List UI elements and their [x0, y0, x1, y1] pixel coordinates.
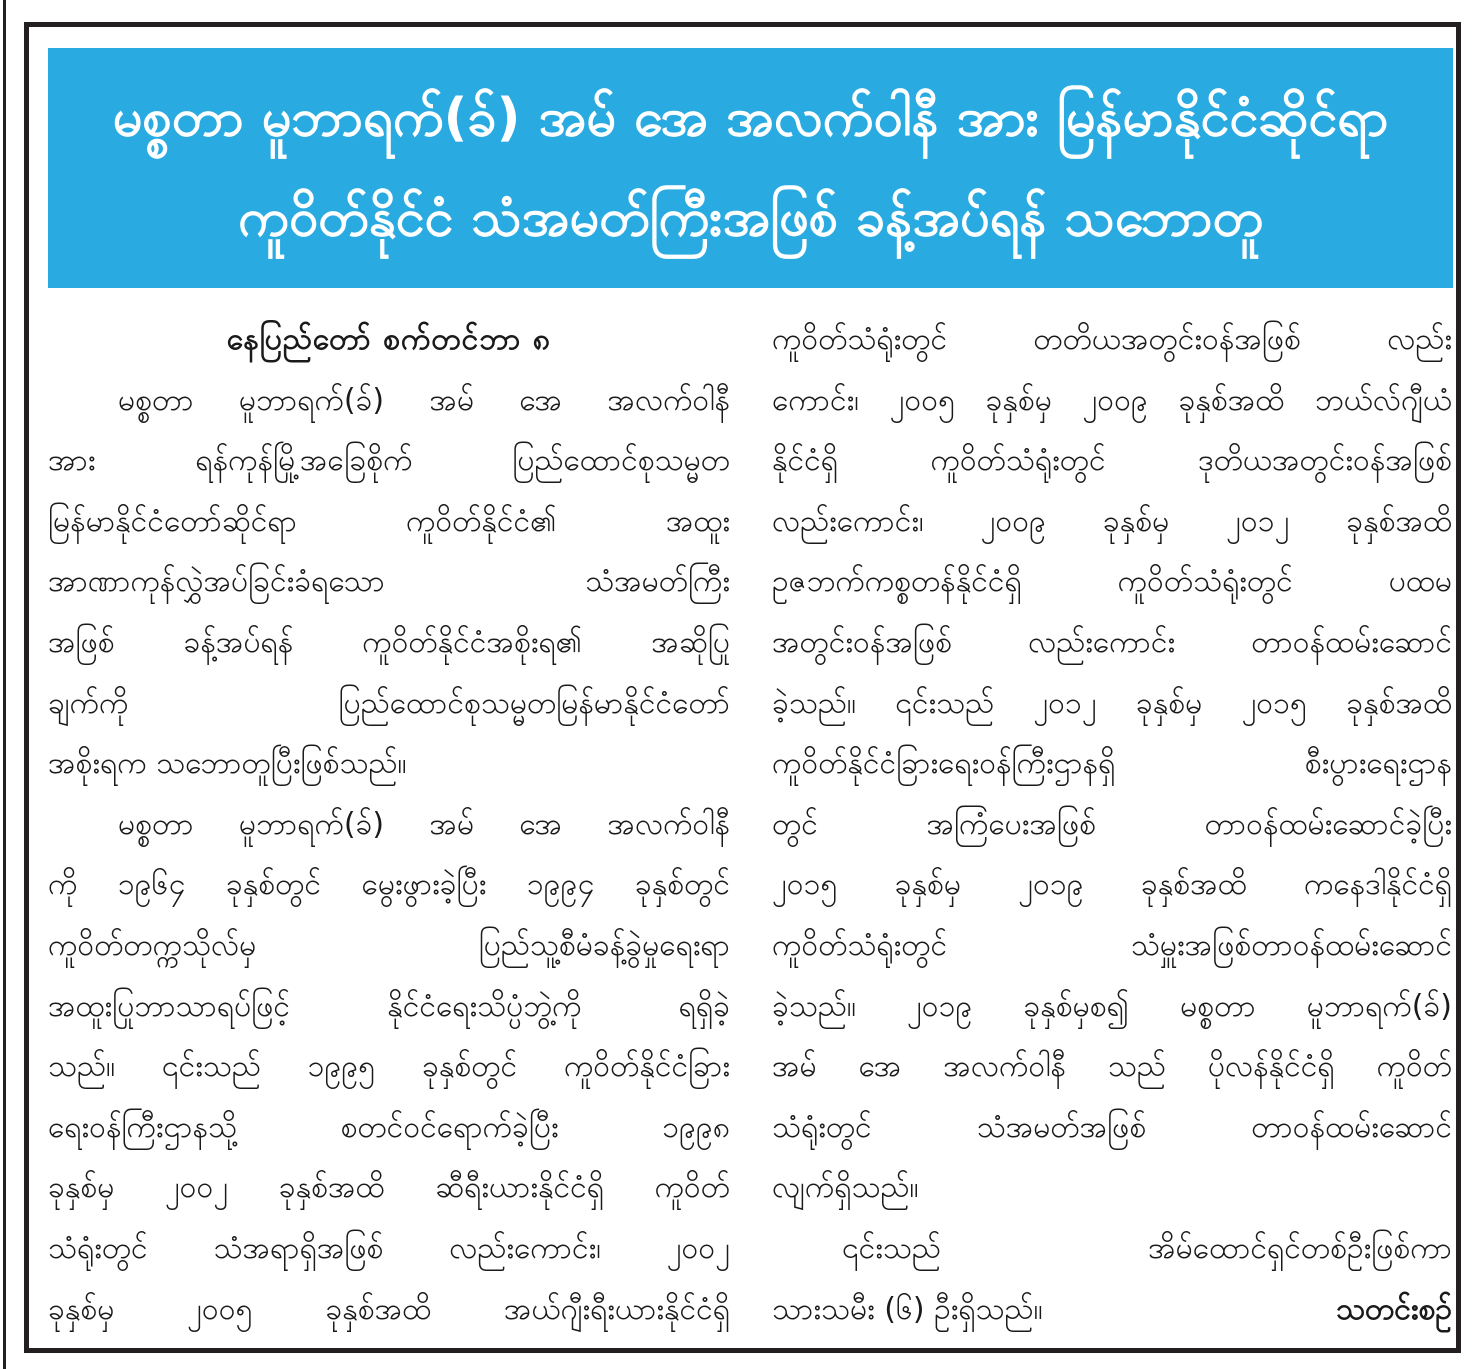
body-line: ၂၀၁၅ ခုနှစ်မှ ၂၀၁၉ ခုနှစ်အထိ ကနေဒါနိုင်ငံရှိ [772, 867, 1452, 903]
body-line: မစ္စတာ မူဘာရက်(ခ်) အမ် အေ အလက်ဝါနီ [118, 382, 730, 418]
body-line: ကူဝိတ်သံရုံးတွင် သံမှူးအဖြစ်တာဝန်ထမ်းဆောင် [772, 927, 1452, 963]
body-line: သားသမီး (၆) ဦးရှိသည်။ [772, 1291, 1043, 1327]
body-line: အတွင်းဝန်အဖြစ် လည်းကောင်း တာဝန်ထမ်းဆောင် [772, 624, 1452, 660]
right-column [772, 310, 1452, 1340]
body-line: ဥဇဘက်ကစ္စတန်နိုင်ငံရှိ ကူဝိတ်သံရုံးတွင် ပထမ [772, 564, 1452, 600]
body-line: တွင် အကြံပေးအဖြစ် တာဝန်ထမ်းဆောင်ခဲ့ပြီး [772, 806, 1452, 842]
body-line: ကောင်း၊ ၂၀၀၅ ခုနှစ်မှ ၂၀၀၉ ခုနှစ်အထိ ဘယ်လ်ဂျီယံ [772, 382, 1452, 418]
headline-banner [48, 48, 1453, 288]
body-line: မစ္စတာ မူဘာရက်(ခ်) အမ် အေ အလက်ဝါနီ [118, 806, 730, 842]
body-line: ကူဝိတ်တက္ကသိုလ်မှ ပြည်သူ့စီမံခန့်ခွဲမှုရေးရာ [48, 927, 730, 963]
body-line: ကူဝိတ်သံရုံးတွင် တတိယအတွင်းဝန်အဖြစ် လည်း [772, 322, 1452, 357]
body-line: ၎င်းသည် အိမ်ထောင်ရှင်တစ်ဦးဖြစ်ကာ [842, 1230, 1452, 1266]
body-line: ခုနှစ်မှ ၂၀၀၂ ခုနှစ်အထိ ဆီရီးယားနိုင်ငံရှိ ကူဝိတ် [48, 1170, 730, 1206]
body-line: ခုနှစ်မှ ၂၀၀၅ ခုနှစ်အထိ အယ်ဂျီးရီးယားနိုင်ငံရှိ [48, 1291, 730, 1327]
body-line: အဖြစ် ခန့်အပ်ရန် ကူဝိတ်နိုင်ငံအစိုးရ၏ အဆိုပြု [48, 624, 730, 660]
body-line: ကူဝိတ်နိုင်ငံခြားရေးဝန်ကြီးဌာနရှိ စီးပွားရေးဌာန [772, 746, 1452, 782]
body-line: ချက်ကို ပြည်ထောင်စုသမ္မတမြန်မာနိုင်ငံတော် [48, 685, 730, 721]
headline-line-1: မစ္စတာ မူဘာရက်(ခ်) အမ် အေ အလက်ဝါနီ အား မြန်မာနိုင်ငံဆိုင်ရာ [112, 88, 1389, 148]
body-line: သံရုံးတွင် သံအရာရှိအဖြစ် လည်းကောင်း၊ ၂၀၀၂ [48, 1230, 730, 1266]
body-line: အစိုးရက သဘောတူပြီးဖြစ်သည်။ [48, 746, 407, 782]
body-line: အား ရန်ကုန်မြို့အခြေစိုက် ပြည်ထောင်စုသမ္မတ [48, 443, 730, 479]
headline-line-2: ကူဝိတ်နိုင်ငံ သံအမတ်ကြီးအဖြစ် ခန့်အပ်ရန် သဘောတူ [237, 188, 1264, 248]
body-line: လျက်ရှိသည်။ [772, 1170, 919, 1206]
body-line: ခဲ့သည်။ ၂၀၁၉ ခုနှစ်မှစ၍ မစ္စတာ မူဘာရက်(ခ်) [772, 988, 1452, 1024]
closing-line [772, 1280, 1452, 1341]
body-line: လည်းကောင်း၊ ၂၀၀၉ ခုနှစ်မှ ၂၀၁၂ ခုနှစ်အထိ [772, 503, 1452, 539]
body-line: အထူးပြုဘာသာရပ်ဖြင့် နိုင်ငံရေးသိပ္ပံဘွဲ့ကို ရရှိခဲ့ [48, 988, 730, 1024]
body-line: သံရုံးတွင် သံအမတ်အဖြစ် တာဝန်ထမ်းဆောင် [772, 1109, 1452, 1145]
left-column [48, 310, 730, 1340]
body-line: သည်။ ၎င်းသည် ၁၉၉၅ ခုနှစ်တွင် ကူဝိတ်နိုင်ငံခြား [48, 1049, 730, 1085]
page-edge-rule [3, 0, 6, 1369]
body-line: အာဏာကုန်လွှဲအပ်ခြင်းခံရသော သံအမတ်ကြီး [48, 564, 730, 600]
body-line: အမ် အေ အလက်ဝါနီ သည် ပိုလန်နိုင်ငံရှိ ကူဝိတ် [772, 1049, 1452, 1085]
body-line: မြန်မာနိုင်ငံတော်ဆိုင်ရာ ကူဝိတ်နိုင်ငံ၏ အထူး [48, 503, 730, 539]
reporter-byline: သတင်းစဉ် [1336, 1291, 1452, 1327]
body-line: ရေးဝန်ကြီးဌာနသို့ စတင်ဝင်ရောက်ခဲ့ပြီး ၁၉၉၈ [48, 1109, 730, 1145]
body-line: ကို ၁၉၆၄ ခုနှစ်တွင် မွေးဖွားခဲ့ပြီး ၁၉၉၄ ခုနှစ်တွင် [48, 867, 730, 903]
body-line: နိုင်ငံရှိ ကူဝိတ်သံရုံးတွင် ဒုတိယအတွင်းဝန်အဖြစ် [772, 443, 1452, 479]
body-line: ခဲ့သည်။ ၎င်းသည် ၂၀၁၂ ခုနှစ်မှ ၂၀၁၅ ခုနှစ်အထိ [772, 685, 1452, 721]
dateline: နေပြည်တော် စက်တင်ဘာ ၈ [226, 322, 552, 357]
